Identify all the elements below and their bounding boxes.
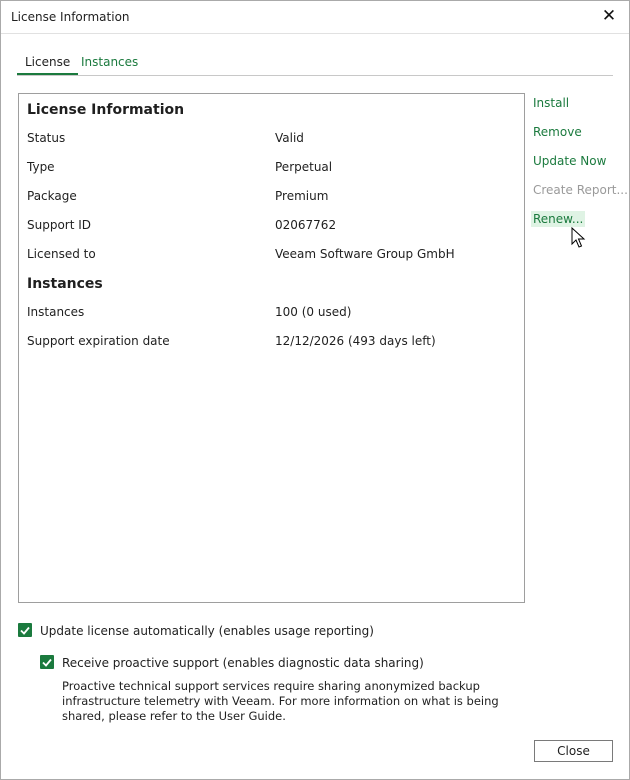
tab-instances[interactable]: Instances — [81, 55, 139, 69]
status-value: Valid — [275, 131, 304, 145]
licensed-to-value: Veeam Software Group GmbH — [275, 247, 455, 261]
create-report-link[interactable]: Create Report... — [533, 183, 628, 197]
instances-heading: Instances — [27, 276, 103, 292]
mouse-cursor-icon — [571, 227, 587, 249]
window-title: License Information — [11, 10, 130, 24]
package-label: Package — [27, 189, 77, 203]
auto-update-label[interactable]: Update license automatically (enables usage reporting) — [40, 624, 374, 638]
tab-license[interactable]: License — [17, 55, 78, 75]
update-now-link[interactable]: Update Now — [533, 154, 607, 168]
type-value: Perpetual — [275, 160, 333, 174]
title-bar — [1, 1, 629, 34]
support-expiration-label: Support expiration date — [27, 334, 170, 348]
tab-strip — [17, 53, 613, 76]
proactive-support-label[interactable]: Receive proactive support (enables diagnostic data sharing) — [62, 656, 424, 670]
licensed-to-label: Licensed to — [27, 247, 96, 261]
auto-update-checkbox[interactable] — [18, 623, 32, 637]
close-button[interactable]: Close — [534, 740, 613, 762]
instances-label: Instances — [27, 305, 85, 319]
close-icon[interactable]: ✕ — [601, 6, 617, 26]
type-label: Type — [27, 160, 55, 174]
proactive-support-description: Proactive technical support services require sharing anonymized backup infrastructure telemetry with Veeam. For more information on what is being shared, please refer to the User Guide. — [62, 679, 499, 723]
license-info-heading: License Information — [27, 102, 185, 118]
remove-link[interactable]: Remove — [533, 125, 582, 139]
instances-value: 100 (0 used) — [275, 305, 352, 319]
license-details-panel — [18, 93, 525, 603]
support-id-value: 02067762 — [275, 218, 337, 232]
install-link[interactable]: Install — [533, 96, 570, 110]
checkmark-icon — [42, 658, 52, 667]
renew-link[interactable]: Renew... — [533, 212, 584, 226]
package-value: Premium — [275, 189, 329, 203]
proactive-support-checkbox[interactable] — [40, 655, 54, 669]
status-label: Status — [27, 131, 66, 145]
support-id-label: Support ID — [27, 218, 92, 232]
checkmark-icon — [20, 626, 30, 635]
support-expiration-value: 12/12/2026 (493 days left) — [275, 334, 436, 348]
